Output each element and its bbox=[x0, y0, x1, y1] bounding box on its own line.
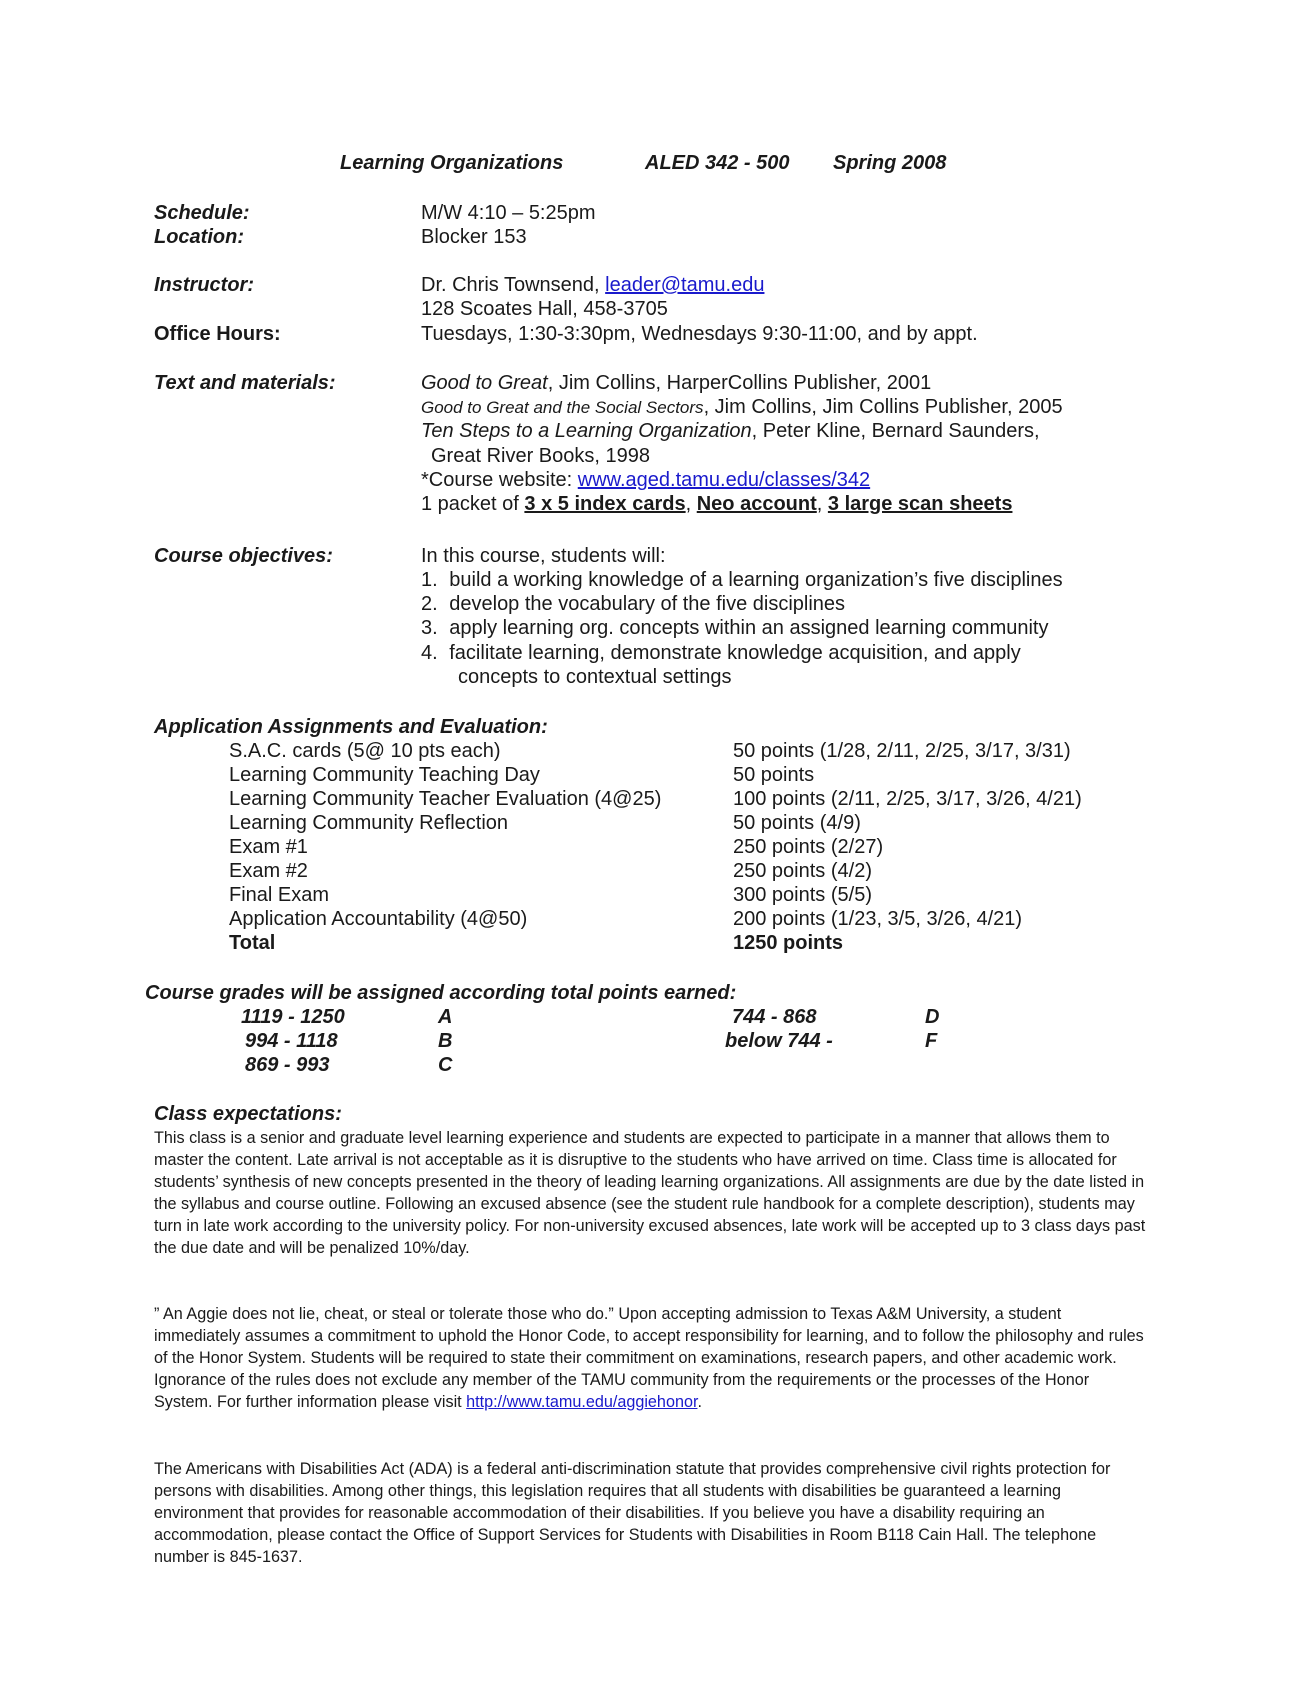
supplies-separator: , bbox=[685, 493, 697, 515]
course-term: Spring 2008 bbox=[833, 152, 947, 174]
objectives-label: Course objectives: bbox=[154, 545, 333, 567]
grade-range: 1119 - 1250 bbox=[241, 1006, 345, 1028]
schedule-label: Schedule: bbox=[154, 202, 250, 224]
supplies-line bbox=[421, 493, 1012, 516]
objectives-intro: In this course, students will: bbox=[421, 545, 666, 567]
assignment-points: 50 points (1/28, 2/11, 2/25, 3/17, 3/31) bbox=[733, 740, 1071, 762]
assignment-name: Exam #2 bbox=[229, 860, 308, 882]
grade-range: 994 - 1118 bbox=[245, 1030, 338, 1052]
materials-label: Text and materials: bbox=[154, 372, 336, 394]
honor-code-paragraph bbox=[154, 1303, 1149, 1413]
grade-range: 744 - 868 bbox=[732, 1006, 817, 1028]
assignment-points: 100 points (2/11, 2/25, 3/17, 3/26, 4/21) bbox=[733, 788, 1082, 810]
assignment-points: 50 points bbox=[733, 764, 815, 786]
objective-item bbox=[421, 593, 845, 616]
book-1-details: , Jim Collins, HarperCollins Publisher, 2001 bbox=[547, 372, 932, 394]
book-1-title: Good to Great bbox=[421, 372, 548, 394]
expectations-heading: Class expectations: bbox=[154, 1103, 342, 1125]
course-name: Learning Organizations bbox=[340, 152, 564, 174]
location-value: Blocker 153 bbox=[421, 226, 527, 248]
assignment-name: Learning Community Teaching Day bbox=[229, 764, 540, 786]
book-2 bbox=[421, 396, 1063, 419]
course-code: ALED 342 - 500 bbox=[645, 152, 790, 174]
objective-item bbox=[421, 617, 1048, 640]
book-2-title: Good to Great and the Social Sectors bbox=[421, 398, 704, 417]
supply-neo-account: Neo account bbox=[696, 493, 817, 515]
schedule-value: M/W 4:10 – 5:25pm bbox=[421, 202, 596, 224]
grade-letter: C bbox=[438, 1054, 453, 1076]
honor-code-end: . bbox=[697, 1393, 702, 1411]
assignment-name: S.A.C. cards (5@ 10 pts each) bbox=[229, 740, 501, 762]
objective-item bbox=[421, 642, 1021, 665]
instructor-name: Dr. Chris Townsend, bbox=[421, 274, 606, 296]
objective-number: 2. bbox=[421, 593, 438, 615]
course-website bbox=[421, 469, 870, 492]
assignment-name: Final Exam bbox=[229, 884, 330, 906]
location-label: Location: bbox=[154, 226, 244, 248]
objective-number: 4. bbox=[421, 642, 438, 664]
grade-letter: A bbox=[438, 1006, 453, 1028]
assignment-name: Application Accountability (4@50) bbox=[229, 908, 528, 930]
assignment-points: 300 points (5/5) bbox=[733, 884, 872, 906]
instructor-email-link[interactable]: leader@tamu.edu bbox=[605, 274, 765, 296]
assignment-points: 200 points (1/23, 3/5, 3/26, 4/21) bbox=[733, 908, 1023, 930]
objective-item bbox=[421, 569, 1063, 592]
grade-letter: B bbox=[438, 1030, 453, 1052]
instructor-label: Instructor: bbox=[154, 274, 254, 296]
objective-text: apply learning org. concepts within an assigned learning community bbox=[449, 617, 1049, 639]
assignment-total-label: Total bbox=[229, 932, 276, 954]
course-website-link[interactable]: www.aged.tamu.edu/classes/342 bbox=[577, 469, 871, 491]
grades-heading: Course grades will be assigned according total points earned: bbox=[145, 982, 737, 1004]
honor-code-text: ” An Aggie does not lie, cheat, or steal or tolerate those who do.” Upon accepting admission to Texas A&M University, a student immediately assumes a commitment to uphold the Honor Code, to accept responsibility for learning, and to follow the philosophy and rules of the Honor System. Students will be required to state their commitment on examinations, research papers, and other academic work. Ignorance of the rules does not exclude any member of the TAMU community from the requirements or the processes of the Honor System. For further information please visit bbox=[154, 1305, 1144, 1411]
objective-text: build a working knowledge of a learning organization’s five disciplines bbox=[449, 569, 1063, 591]
book-3-details: , Peter Kline, Bernard Saunders, bbox=[751, 420, 1040, 442]
book-3-title: Ten Steps to a Learning Organization bbox=[421, 420, 752, 442]
ada-paragraph: The Americans with Disabilities Act (ADA) is a federal anti-discrimination statute that provides comprehensive civil rights protection for persons with disabilities. Among other things, this legislation requires that all students with disabilities be guaranteed a learning environment that provides for reasonable accommodation of their disabilities. If you believe you have a disability requiring an accommodation, please contact the Office of Support Services for Students with Disabilities in Room B118 Cain Hall. The telephone number is 845-1637. bbox=[154, 1460, 1111, 1566]
grade-range: below 744 - bbox=[725, 1030, 833, 1052]
instructor-office: 128 Scoates Hall, 458-3705 bbox=[421, 298, 668, 320]
expectations-paragraph: This class is a senior and graduate level learning experience and students are expected to participate in a manner that allows them to master the content. Late arrival is not acceptable as it is disruptive to the students who have arrived on time. Class time is allocated for students’ synthesis of new concepts presented in the theory of leading learning organizations. All assignments are due by the date listed in the syllabus and course outline. Following an excused absence (see the student rule handbook for a complete description), students may turn in late work according to the university policy. For non-university excused absences, late work will be accepted up to 3 class days past the due date and will be penalized 10%/day. bbox=[154, 1129, 1146, 1257]
assignment-points: 250 points (4/2) bbox=[733, 860, 872, 882]
objective-item-continued: concepts to contextual settings bbox=[458, 666, 732, 688]
objective-number: 1. bbox=[421, 569, 438, 591]
objective-number: 3. bbox=[421, 617, 438, 639]
book-1 bbox=[421, 372, 931, 395]
instructor-line bbox=[421, 274, 764, 297]
grade-letter: F bbox=[925, 1030, 938, 1052]
aggie-honor-link[interactable]: http://www.tamu.edu/aggiehonor bbox=[466, 1393, 698, 1411]
grade-range: 869 - 993 bbox=[245, 1054, 330, 1076]
assignment-points: 50 points (4/9) bbox=[733, 812, 861, 834]
course-website-prefix: *Course website: bbox=[421, 469, 578, 491]
assignments-heading: Application Assignments and Evaluation: bbox=[154, 716, 548, 738]
assignment-total-points: 1250 points bbox=[733, 932, 844, 954]
supplies-separator: , bbox=[816, 493, 828, 515]
assignment-name: Learning Community Teacher Evaluation (4@25) bbox=[229, 788, 662, 810]
office-hours-value: Tuesdays, 1:30-3:30pm, Wednesdays 9:30-11:00, and by appt. bbox=[421, 323, 978, 345]
objective-text: develop the vocabulary of the five disciplines bbox=[449, 593, 846, 615]
office-hours-label: Office Hours: bbox=[154, 323, 281, 345]
assignment-name: Learning Community Reflection bbox=[229, 812, 509, 834]
supply-scan-sheets: 3 large scan sheets bbox=[827, 493, 1013, 515]
book-3-publisher: Great River Books, 1998 bbox=[431, 445, 650, 467]
supply-index-cards: 3 x 5 index cards bbox=[524, 493, 686, 515]
objective-text: facilitate learning, demonstrate knowledge acquisition, and apply bbox=[449, 642, 1021, 664]
book-2-details: , Jim Collins, Jim Collins Publisher, 2005 bbox=[703, 396, 1063, 418]
assignment-name: Exam #1 bbox=[229, 836, 308, 858]
grade-letter: D bbox=[925, 1006, 940, 1028]
assignment-points: 250 points (2/27) bbox=[733, 836, 884, 858]
supplies-prefix: 1 packet of bbox=[421, 493, 525, 515]
book-3 bbox=[421, 420, 1040, 443]
